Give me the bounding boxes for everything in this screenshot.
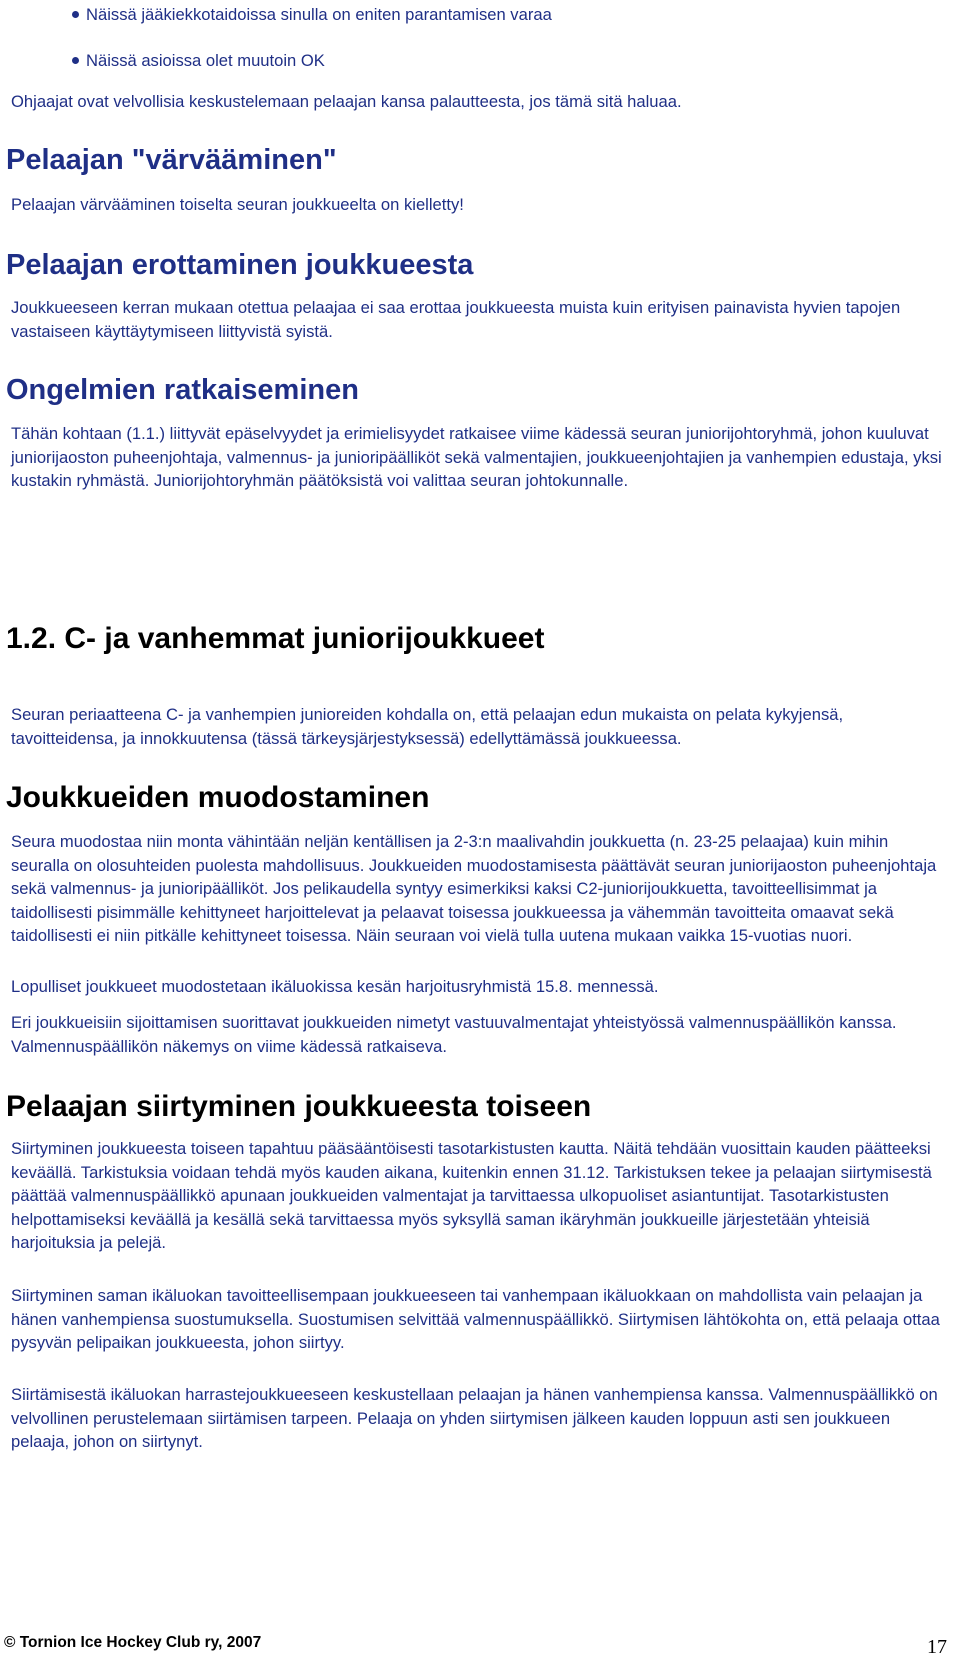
heading-muodostaminen: Joukkueiden muodostaminen — [6, 781, 430, 814]
bullet-item: Näissä jääkiekkotaidoissa sinulla on eniten parantamisen varaa — [86, 5, 552, 24]
heading-varvaaminen: Pelaajan "värvääminen" — [6, 144, 337, 176]
bullet-dot — [72, 57, 79, 64]
paragraph-muodostaminen-3: Eri joukkueisiin sijoittamisen suorittavat joukkueiden nimetyt vastuuvalmentajat yhteistyössä valmennuspäällikön kanssa. Valmennuspäällikön näkemys on viime kädessä ratkaiseva. — [11, 1013, 897, 1056]
page-number: 17 — [927, 1636, 947, 1658]
footer-copyright: © Tornion Ice Hockey Club ry, 2007 — [4, 1634, 262, 1651]
paragraph-siirtyminen-2: Siirtyminen saman ikäluokan tavoitteellisempaan joukkueeseen tai vanhempaan ikäluokkaan on mahdollista vain pelaajan ja hänen vanhempiensa suostumuksella. Suostumisen selvittää valmennuspäällikkö. Siirtymisen lähtökohta on, että pelaaja ottaa pysyvän pelipaikan joukkueesta, johon siirtyy. — [11, 1286, 940, 1352]
paragraph-ohjaajat: Ohjaajat ovat velvollisia keskustelemaan pelaajan kansa palautteesta, jos tämä sitä haluaa. — [11, 92, 682, 111]
paragraph-siirtyminen-1: Siirtyminen joukkueesta toiseen tapahtuu pääsääntöisesti tasotarkistusten kautta. Näitä tehdään vuosittain kauden päätteeksi keväällä. Tarkistuksia voidaan tehdä myös kauden aikana, kuitenkin ennen 31.12. Tarkistuksen tekee ja pelaajan siirtymisestä päättää valmennuspäällikkö apunaan joukkueiden valmentajat ja tarvittaessa ulkopuoliset asiantuntijat. Tasotarkistusten helpottamiseksi keväällä ja kesällä sekä tarvittaessa myös syksyllä saman ikäryhmän joukkueille järjestetään yhteisiä harjoituksia ja pelejä. — [11, 1139, 932, 1252]
section-heading: 1.2. C- ja vanhemmat juniorijoukkueet — [6, 622, 545, 655]
bullet-dot — [72, 11, 79, 18]
paragraph-siirtyminen-3: Siirtämisestä ikäluokan harrastejoukkueeseen keskustellaan pelaajan ja hänen vanhempiensa kanssa. Valmennuspäällikkö on velvollinen perustelemaan siirtämisen tarpeen. Pelaaja on yhden siirtymisen jälkeen kauden loppuun asti sen joukkueen pelaaja, johon on siirtynyt. — [11, 1385, 938, 1451]
paragraph-muodostaminen-1: Seura muodostaa niin monta vähintään neljän kentällisen ja 2-3:n maalivahdin joukkuetta (n. 23-25 pelaajaa) kuin mihin seuralla on olosuhteiden puolesta mahdollisuus. Joukkueiden muodostamisesta päättävät seuran juniorijaoston puheenjohtaja sekä valmennus- ja junioripäälliköt. Jos pelikaudella syntyy esimerkiksi kaksi C2-juniorijoukkuetta, tavoitteellisimmat ja taidollisesti pisimmälle kehittyneet harjoittelevat ja pelaavat toisessa joukkueessa ja vähemmän tavoitteita omaavat sekä taidollisesti ei niin pitkälle kehittyneet toisessa. Näin seuraan voi vielä tulla uutena mukaan vaikka 15-vuotias nuori. — [11, 832, 937, 945]
bullet-item: Näissä asioissa olet muutoin OK — [86, 51, 325, 70]
paragraph-muodostaminen-2: Lopulliset joukkueet muodostetaan ikäluokissa kesän harjoitusryhmistä 15.8. mennessä. — [11, 977, 659, 996]
paragraph-erottaminen: Joukkueeseen kerran mukaan otettua pelaajaa ei saa erottaa joukkueesta muista kuin erityisen painavista hyvien tapojen vastaiseen käyttäytymiseen liittyvistä syistä. — [11, 298, 901, 341]
paragraph-section: Seuran periaatteena C- ja vanhempien junioreiden kohdalla on, että pelaajan edun mukaista on pelata kykyjensä, tavoitteidensa, ja innokkuutensa (tässä tärkeysjärjestyksessä) edellyttämässä joukkueessa. — [11, 705, 844, 748]
heading-ongelmien: Ongelmien ratkaiseminen — [6, 374, 359, 406]
heading-erottaminen: Pelaajan erottaminen joukkueesta — [6, 249, 474, 281]
paragraph-varvaaminen: Pelaajan värvääminen toiselta seuran joukkueelta on kielletty! — [11, 195, 464, 214]
paragraph-ongelmien: Tähän kohtaan (1.1.) liittyvät epäselvyydet ja erimielisyydet ratkaisee viime kädessä seuran juniorijohtoryhmä, johon kuuluvat juniorijaoston puheenjohtaja, valmennus- ja junioripäälliköt sekä valmentajien, joukkueenjohtajien ja vanhempien edustaja, yksi kustakin ryhmästä. Juniorijohtoryhmän päätöksistä voi valittaa seuran johtokunnalle. — [11, 424, 942, 490]
heading-siirtyminen: Pelaajan siirtyminen joukkueesta toiseen — [6, 1090, 592, 1123]
